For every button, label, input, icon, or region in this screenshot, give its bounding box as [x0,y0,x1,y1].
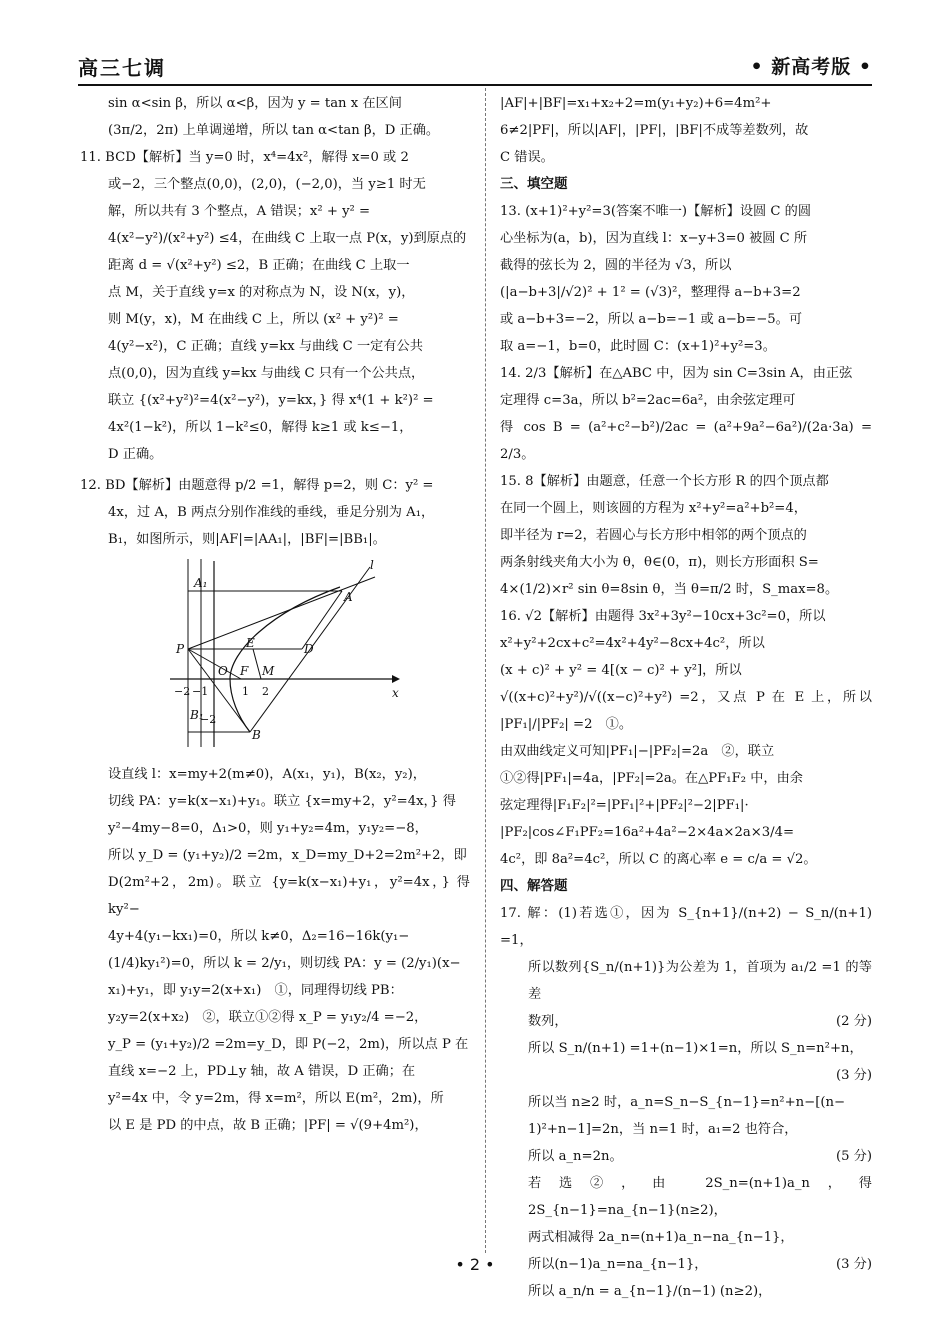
tangent-PA [188,577,375,649]
section-heading-fill-in: 三、填空题 [500,176,568,192]
text-line [500,1143,872,1170]
text-line: 或 a−b+3=−2，所以 a−b=−1 或 a−b=−5。可 [500,312,803,327]
label-D: D [304,642,314,656]
label-A1: A₁ [194,576,208,590]
tick-2: 2 [262,685,269,698]
line-EM [253,649,261,679]
text-line: 切线 PA：y=k(x−x₁)+y₁。联立 {x=my+2，y²=4x，} 得 [108,794,456,809]
text-line: √((x+c)²+y²)/√((x−c)²+y²) =2，又点 P 在 E 上，所以 |PF₁|/|PF₂| =2 ①。 [500,690,872,732]
label-E: E [246,636,255,650]
text-line: 4x²(1−k²)，所以 1−k²≤0，解得 k≥1 或 k≤−1， [108,420,413,435]
text-line: 弦定理得|F₁F₂|²=|PF₁|²+|PF₂|²−2|PF₁|· [500,798,749,813]
page-header [78,52,872,86]
text-line: 定理得 c=3a，所以 b²=2ac=6a²，由余弦定理可 [500,393,796,408]
text-line: 解，所以共有 3 个整点，A 错误；x² + y² = [108,204,371,219]
header-rule [78,84,872,86]
text-line: B₁，如图所示，则|AF|=|AA₁|，|BF|=|BB₁|。 [108,532,386,547]
text-line: C 错误。 [500,150,554,165]
parabola [230,587,340,732]
text-line: (1/4)ky₁²)=0，所以 k = 2/y₁，则切线 PA：y = (2/y₁)(x− [108,956,461,971]
text-line: y²−4my−8=0，Δ₁>0，则 y₁+y₂=4m，y₁y₂=−8， [108,821,428,836]
answer-15-line: 15. 8【解析】由题意，任意一个长方形 R 的四个顶点都 [500,474,829,489]
tick-minus-2-y: −2 [200,713,217,726]
label-P: P [176,642,185,656]
label-M: M [262,664,275,678]
answer-11-line: 11. BCD【解析】当 y=0 时，x⁴=4x²，解得 x=0 或 2 [80,150,409,165]
label-B1: B₁ [190,708,204,722]
text-line: 6≠2|PF|，所以|AF|，|PF|，|BF|不成等差数列，故 [500,123,809,138]
label-F: F [240,664,249,678]
section-heading-solutions: 四、解答题 [500,878,568,894]
text-line: 心坐标为(a，b)，因为直线 l：x−y+3=0 被圆 C 所 [500,231,808,246]
text-line: 所以 S_n/(n+1) =1+(n−1)×1=n，所以 S_n=n²+n， [528,1041,863,1056]
text-line: D 正确。 [108,447,163,462]
text-line: 1)²+n−1]=2n，当 n=1 时，a₁=2 也符合， [528,1122,798,1137]
label-B: B [252,728,261,742]
text-line: D(2m²+2，2m)。联立 {y=k(x−x₁)+y₁，y²=4x，} 得 ky²− [108,875,470,917]
column-divider [485,88,486,1253]
text-line: |AF|+|BF|=x₁+x₂+2=m(y₁+y₂)+6=4m²+ [500,96,772,111]
text-line: sin α<sin β，所以 α<β，因为 y = tan x 在区间 [108,96,402,111]
right-column [500,90,872,1305]
label-A: A [344,590,353,604]
header-title: 高三七调 [78,56,166,80]
text-line: x₁)+y₁，即 y₁y=2(x+x₁) ①，同理得切线 PB： [108,983,403,998]
header-edition: • 新高考版 • [750,56,872,78]
text-segment: 数列， [528,1014,568,1029]
text-line: (3π/2，2π) 上单调递增，所以 tan α<tan β，D 正确。 [108,123,440,138]
text-line: y₂y=2(x+x₂) ②，联立①②得 x_P = y₁y₂/4 =−2， [108,1010,428,1025]
text-line: 截得的弦长为 2，圆的半径为 √3，所以 [500,258,732,273]
text-line: 即半径为 r=2，若圆心与长方形中相邻的两个顶点的 [500,528,807,543]
parabola-figure [170,557,405,747]
text-line: 由双曲线定义可知|PF₁|−|PF₂|=2a ②，联立 [500,744,775,759]
text-line: 4c²，即 8a²=4c²，所以 C 的离心率 e = c/a = √2。 [500,852,817,867]
answer-17-line: 17. 解：(1)若选①，因为 S_{n+1}/(n+2) − S_n/(n+1) =1， [500,906,872,948]
text-line: 取 a=−1，b=0，此时圆 C：(x+1)²+y²=3。 [500,339,776,354]
text-line: y²=4x 中，令 y=2m，得 x=m²，所以 E(m²，2m)，所 [108,1091,444,1106]
text-line: 得 cos B = (a²+c²−b²)/2ac = (a²+9a²−6a²)/(2a·3a) = 2/3。 [500,420,872,462]
text-line: 点(0,0)，因为直线 y=kx 与曲线 C 只有一个公共点， [108,366,425,381]
label-l: l [370,558,374,572]
answer-16-line: 16. √2【解析】由题得 3x²+3y²−10cx+3c²=0，所以 [500,609,826,624]
text-line: 则 M(y，x)，M 在曲线 C 上，所以 (x² + y²)² = [108,312,399,327]
text-line: 4y+4(y₁−kx₁)=0，所以 k≠0，Δ₂=16−16k(y₁− [108,929,410,944]
text-segment: 所以 a_n=2n。 [528,1149,623,1164]
text-line: 两式相减得 2a_n=(n+1)a_n−na_{n−1}， [528,1230,794,1245]
text-line: 4(y²−x²)，C 正确；直线 y=kx 与曲线 C 一定有公共 [108,339,423,354]
score-note: (3 分) [835,1257,872,1272]
text-line: 4×(1/2)×r² sin θ=8sin θ，当 θ=π/2 时，S_max=8。 [500,582,839,597]
score-note: (2 分) [835,1014,872,1029]
text-line: 所以 a_n/n = a_{n−1}/(n−1) (n≥2)， [528,1284,772,1299]
page-number: • 2 • [455,1255,495,1274]
text-line: 4(x²−y²)/(x²+y²) ≤4，在曲线 C 上取一点 P(x，y)到原点的 [108,231,467,246]
answer-12-line: 12. BD【解析】由题意得 p/2 =1，解得 p=2，则 C：y² = [80,478,434,493]
text-line: 距离 d = √(x²+y²) ≤2，B 正确；在曲线 C 上取一 [108,258,410,273]
text-line: 4x，过 A，B 两点分别作准线的垂线，垂足分别为 A₁， [108,505,435,520]
tick-1: 1 [242,685,249,698]
text-line: 联立 {(x²+y²)²=4(x²−y²)，y=kx，} 得 x⁴(1 + k²)² = [108,393,434,408]
text-line: x²+y²+2cx+c²=4x²+4y²−8cx+4c²，所以 [500,636,765,651]
x-axis-arrow [392,675,400,683]
text-line: 设直线 l：x=my+2(m≠0)，A(x₁，y₁)，B(x₂，y₂)， [108,767,426,782]
text-line: 在同一个圆上，则该圆的方程为 x²+y²=a²+b²=4， [500,501,807,516]
text-line [500,1008,872,1035]
score-note: (3 分) [835,1068,872,1083]
text-line: ①②得|PF₁|=4a，|PF₂|=2a。在△PF₁F₂ 中，由余 [500,771,803,786]
label-x: x [392,686,399,700]
tick-minus-2: −2 [174,685,191,698]
text-line: 点 M，关于直线 y=x 的对称点为 N，设 N(x，y)， [108,285,415,300]
left-column [80,90,470,1139]
tick-minus-1: −1 [192,685,209,698]
answer-14-line: 14. 2/3【解析】在△ABC 中，因为 sin C=3sin A，由正弦 [500,366,853,381]
text-line: 或−2，三个整点(0,0)，(2,0)，(−2,0)，当 y≥1 时无 [108,177,426,192]
text-line: 若选②，由 2S_n=(n+1)a_n，得 2S_{n−1}=na_{n−1}(n≥2)， [528,1176,872,1218]
text-line [500,1062,872,1089]
text-line: (|a−b+3|/√2)² + 1² = (√3)²，整理得 a−b+3=2 [500,285,801,300]
text-line: (x + c)² + y² = 4[(x − c)² + y²]，所以 [500,663,742,678]
text-line: 所以当 n≥2 时，a_n=S_n−S_{n−1}=n²+n−[(n− [528,1095,846,1110]
text-line: 直线 x=−2 上，PD⊥y 轴，故 A 错误，D 正确；在 [108,1064,416,1079]
text-segment: 所以(n−1)a_n=na_{n−1}， [528,1257,708,1272]
score-note: (5 分) [835,1149,872,1164]
text-line: 所以数列{S_n/(n+1)}为公差为 1，首项为 a₁/2 =1 的等差 [528,960,872,1002]
text-line: 所以 y_D = (y₁+y₂)/2 =2m，x_D=my_D+2=2m²+2，即 [108,848,467,863]
label-O: O [218,664,228,678]
text-line: |PF₂|cos∠F₁PF₂=16a²+4a²−2×4a×2a×3/4= [500,825,795,840]
answer-13-line: 13. (x+1)²+y²=3(答案不唯一)【解析】设圆 C 的圆 [500,204,812,219]
text-line: 两条射线夹角大小为 θ，θ∈(0，π)，则长方形面积 S= [500,555,819,570]
text-line: y_P = (y₁+y₂)/2 =2m=y_D，即 P(−2，2m)，所以点 P 在 [108,1037,469,1052]
text-line: 以 E 是 PD 的中点，故 B 正确；|PF| = √(9+4m²)， [108,1118,428,1133]
